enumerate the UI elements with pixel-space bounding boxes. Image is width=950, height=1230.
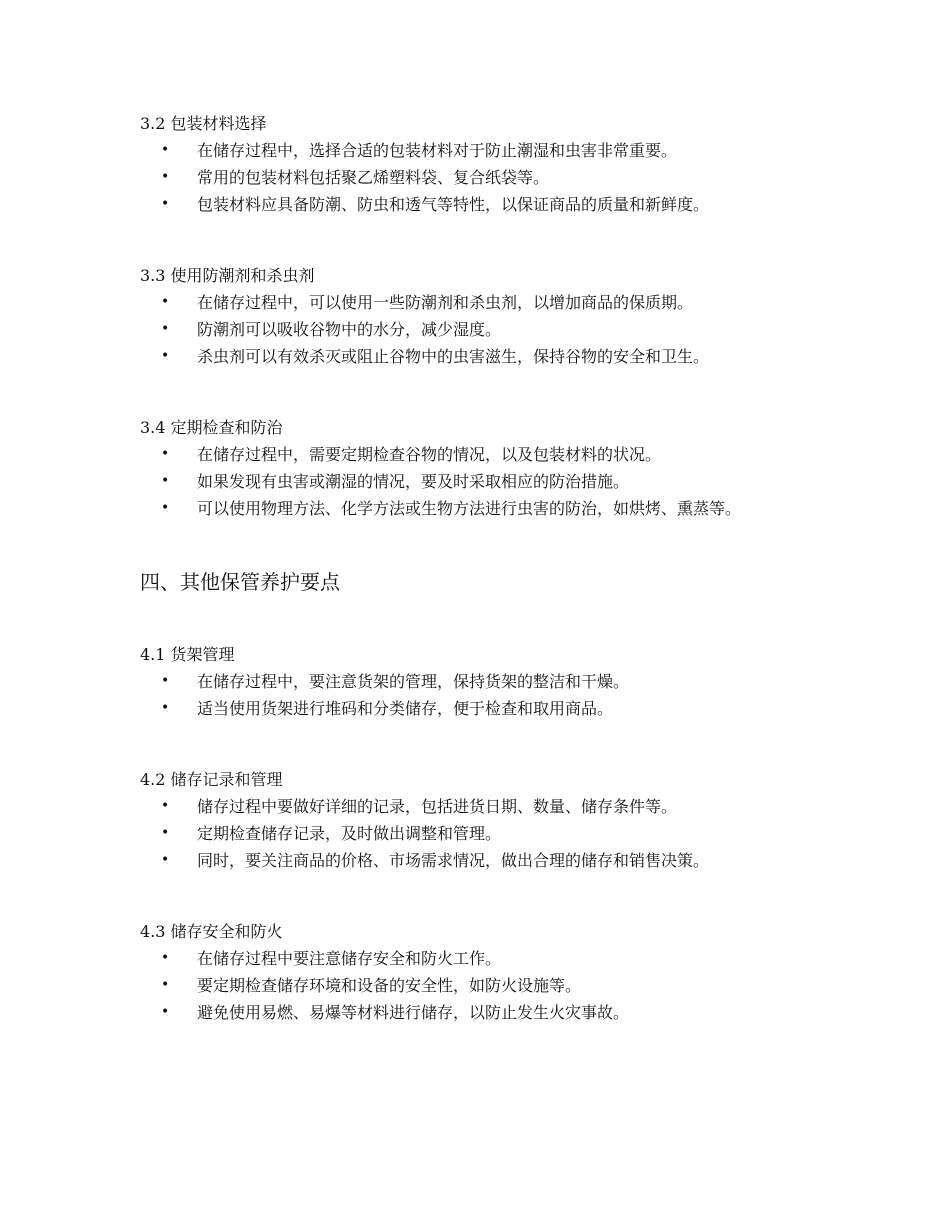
list-item	[140, 191, 920, 218]
bullet-icon: •	[161, 825, 170, 841]
list-item-text: 适当使用货架进行堆码和分类储存，便于检查和取用商品。	[197, 699, 614, 718]
section-3-2	[140, 110, 920, 218]
list-item-text: 要定期检查储存环境和设备的安全性，如防火设施等。	[197, 976, 582, 995]
bullet-icon: •	[161, 169, 170, 185]
bullet-icon: •	[161, 500, 170, 516]
list-item-text: 储存过程中要做好详细的记录，包括进货日期、数量、储存条件等。	[197, 797, 678, 816]
section-3-3	[140, 262, 920, 370]
bullet-icon: •	[161, 673, 170, 689]
bullet-icon: •	[161, 294, 170, 310]
section-4-1	[140, 641, 920, 722]
list-item	[140, 972, 920, 999]
list-item	[140, 820, 920, 847]
list-item	[140, 316, 920, 343]
bullet-list	[140, 289, 920, 370]
section-4-3	[140, 918, 920, 1026]
list-item-text: 在储存过程中，选择合适的包装材料对于防止潮湿和虫害非常重要。	[197, 141, 678, 160]
list-item-text: 避免使用易燃、易爆等材料进行储存，以防止发生火灾事故。	[197, 1003, 630, 1022]
list-item	[140, 137, 920, 164]
bullet-icon: •	[161, 798, 170, 814]
list-item	[140, 695, 920, 722]
section-heading: 4.3 储存安全和防火	[140, 922, 283, 941]
section-heading: 3.3 使用防潮剂和杀虫剂	[140, 266, 315, 285]
document-page	[140, 110, 920, 1026]
section-3-4	[140, 414, 920, 522]
bullet-icon: •	[161, 1004, 170, 1020]
list-item	[140, 793, 920, 820]
bullet-list	[140, 945, 920, 1026]
list-item-text: 防潮剂可以吸收谷物中的水分，减少湿度。	[197, 320, 502, 339]
list-item-text: 杀虫剂可以有效杀灭或阻止谷物中的虫害滋生，保持谷物的安全和卫生。	[197, 347, 710, 366]
list-item-text: 常用的包装材料包括聚乙烯塑料袋、复合纸袋等。	[197, 168, 550, 187]
list-item-text: 在储存过程中，可以使用一些防潮剂和杀虫剂，以增加商品的保质期。	[197, 293, 694, 312]
bullet-list	[140, 793, 920, 874]
bullet-list	[140, 137, 920, 218]
bullet-icon: •	[161, 348, 170, 364]
list-item	[140, 999, 920, 1026]
list-item-text: 可以使用物理方法、化学方法或生物方法进行虫害的防治，如烘烤、熏蒸等。	[197, 499, 742, 518]
list-item	[140, 289, 920, 316]
list-item-text: 定期检查储存记录，及时做出调整和管理。	[197, 824, 502, 843]
bullet-icon: •	[161, 852, 170, 868]
section-heading: 4.2 储存记录和管理	[140, 770, 283, 789]
bullet-icon: •	[161, 321, 170, 337]
list-item	[140, 847, 920, 874]
list-item-text: 在储存过程中要注意储存安全和防火工作。	[197, 949, 502, 968]
section-4-2	[140, 766, 920, 874]
section-heading: 3.4 定期检查和防治	[140, 418, 283, 437]
list-item	[140, 468, 920, 495]
bullet-icon: •	[161, 700, 170, 716]
bullet-icon: •	[161, 142, 170, 158]
section-heading: 3.2 包装材料选择	[140, 114, 267, 133]
list-item-text: 在储存过程中，需要定期检查谷物的情况，以及包装材料的状况。	[197, 445, 662, 464]
bullet-icon: •	[161, 196, 170, 212]
list-item	[140, 495, 920, 522]
list-item	[140, 441, 920, 468]
bullet-list	[140, 441, 920, 522]
bullet-icon: •	[161, 473, 170, 489]
list-item-text: 在储存过程中，要注意货架的管理，保持货架的整洁和干燥。	[197, 672, 630, 691]
list-item-text: 同时，要关注商品的价格、市场需求情况，做出合理的储存和销售决策。	[197, 851, 710, 870]
bullet-icon: •	[161, 977, 170, 993]
list-item	[140, 343, 920, 370]
main-heading: 四、其他保管养护要点	[140, 570, 340, 594]
list-item	[140, 164, 920, 191]
section-heading: 4.1 货架管理	[140, 645, 235, 664]
list-item-text: 包装材料应具备防潮、防虫和透气等特性，以保证商品的质量和新鲜度。	[197, 195, 710, 214]
bullet-list	[140, 668, 920, 722]
bullet-icon: •	[161, 950, 170, 966]
list-item-text: 如果发现有虫害或潮湿的情况，要及时采取相应的防治措施。	[197, 472, 630, 491]
bullet-icon: •	[161, 446, 170, 462]
list-item	[140, 668, 920, 695]
list-item	[140, 945, 920, 972]
